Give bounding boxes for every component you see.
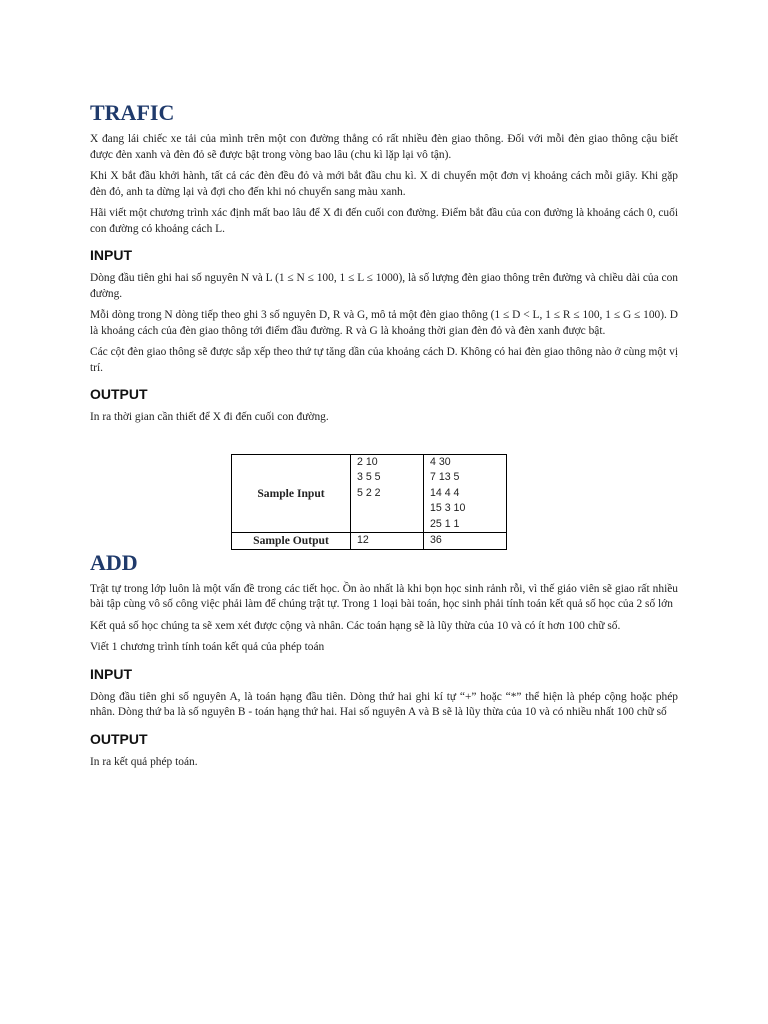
sample-line: 7 13 5 [430, 471, 460, 483]
sample-line: 3 5 5 [357, 471, 381, 483]
trafic-input-heading: INPUT [90, 247, 132, 263]
sample-line: 5 2 2 [357, 486, 381, 499]
sample-line: 14 4 4 [430, 486, 460, 499]
trafic-title: TRAFIC [90, 100, 175, 125]
trafic-input-paragraph: Dòng đầu tiên ghi hai số nguyên N và L (1 ≤ N ≤ 100, 1 ≤ L ≤ 1000), là số lượng đèn giao thông trên đường và chiều dài của con đường. [90, 272, 678, 300]
add-input-paragraph: Dòng đầu tiên ghi số nguyên A, là toán hạng đầu tiên. Dòng thứ hai ghi kí tự “+” hoặc “*” thể hiện là phép cộng hoặc phép nhân. Dòng thứ ba là số nguyên B - toán hạng thứ hai. Hai số nguyên A và B sẽ là lũy thừa của 10 và có nhiều nhất 100 chữ số [90, 690, 678, 718]
trafic-paragraph: X đang lái chiếc xe tải của mình trên một con đường thẳng có rất nhiều đèn giao thông. Đối với mỗi đèn giao thông cậu biết được đèn xanh và đèn đỏ sẽ được bật trong vòng bao lâu (chu kì lặp lại vô tận). [90, 133, 678, 161]
sample-line: 25 1 1 [430, 517, 460, 530]
sample-input-label: Sample Input [232, 454, 351, 533]
sample-table [231, 454, 507, 550]
add-output-heading: OUTPUT [90, 730, 148, 747]
trafic-output-heading: OUTPUT [90, 386, 148, 402]
add-title: ADD [90, 549, 138, 575]
sample-line: 2 10 [357, 455, 378, 468]
sample-line: 15 3 10 [430, 502, 466, 514]
trafic-input-paragraph: Các cột đèn giao thông sẽ được sắp xếp theo thứ tự tăng dần của khoảng cách D. Không có hai đèn giao thông nào ở cùng một vị trí. [90, 346, 678, 374]
document-page [90, 100, 678, 776]
sample-line: 4 30 [430, 455, 451, 468]
sample-output-cell-2: 36 [424, 533, 507, 550]
sample-output-cell-1: 12 [351, 533, 424, 550]
sample-input-cell-1 [351, 454, 424, 533]
sample-output-label: Sample Output [232, 533, 351, 550]
sample-output-row [232, 533, 507, 550]
add-paragraph: Viết 1 chương trình tính toán kết quả của phép toán [90, 641, 325, 653]
trafic-output-paragraph: In ra thời gian cần thiết để X đi đến cuối con đường. [90, 411, 329, 423]
trafic-paragraph: Hãi viết một chương trình xác định mất bao lâu để X đi đến cuối con đường. Điểm bắt đầu của con đường là khoảng cách 0, cuối con đường có khoảng cách L. [90, 207, 678, 235]
trafic-paragraph: Khi X bắt đầu khởi hành, tất cả các đèn đều đỏ và mới bắt đầu chu kì. X di chuyển một đơn vị khoảng cách mỗi giây. Khi gặp đèn đỏ, anh ta dừng lại và đợi cho đến khi nó chuyển sang màu xanh. [90, 170, 678, 198]
sample-input-row [232, 454, 507, 533]
sample-input-cell-2 [424, 454, 507, 533]
trafic-input-paragraph: Mỗi dòng trong N dòng tiếp theo ghi 3 số nguyên D, R và G, mô tả một đèn giao thông (1 ≤ D < L, 1 ≤ R ≤ 100, 1 ≤ G ≤ 100). D là khoảng cách của đèn giao thông tới điểm đầu đường. R và G là khoảng thời gian đèn đỏ và đèn xanh được bật. [90, 309, 678, 337]
add-output-paragraph: In ra kết quả phép toán. [90, 755, 198, 768]
add-paragraph: Trật tự trong lớp luôn là một vấn đề trong các tiết học. Ồn ào nhất là khi bọn học sinh rảnh rỗi, vì thế giáo viên sẽ giao rất nhiều bài tập cùng vô số công việc phải làm để chúng trật tự. Trong 1 loại bài toán, học sinh phải tính toán kết quả số học của 2 số lớn [90, 582, 678, 610]
add-paragraph: Kết quả số học chúng ta sẽ xem xét được cộng và nhân. Các toán hạng sẽ là lũy thừa của 10 và có ít hơn 100 chữ số. [90, 619, 621, 632]
add-input-heading: INPUT [90, 665, 132, 682]
sample-table-wrapper [231, 454, 678, 550]
